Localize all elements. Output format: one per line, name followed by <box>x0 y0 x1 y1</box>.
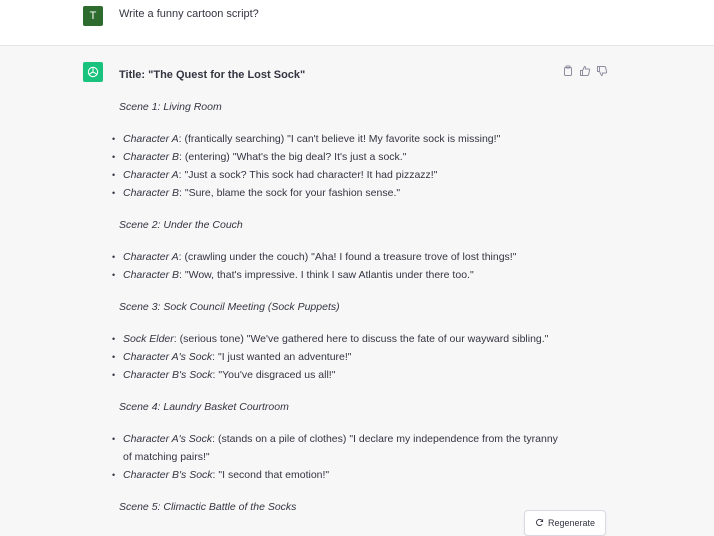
speaker-name: Character B <box>123 187 180 199</box>
dialogue-text: : "I just wanted an adventure!" <box>212 351 352 363</box>
speaker-name: Character B's Sock <box>123 369 213 381</box>
dialogue-list <box>119 248 569 284</box>
scene-heading: Scene 3: Sock Council Meeting (Sock Puppets) <box>119 301 340 313</box>
refresh-icon <box>535 518 544 529</box>
scene-list <box>119 98 569 516</box>
dialogue-line <box>119 166 569 184</box>
response-title: Title: "The Quest for the Lost Sock" <box>119 69 306 81</box>
speaker-name: Character A's Sock <box>123 433 213 445</box>
dialogue-line <box>119 248 569 266</box>
dialogue-text: : (crawling under the couch) "Aha! I found a treasure trove of lost things!" <box>178 251 517 263</box>
assistant-avatar-icon <box>83 62 103 82</box>
thumbs-up-icon[interactable] <box>579 64 591 76</box>
user-message-text: Write a funny cartoon script? <box>119 8 259 20</box>
scene-heading: Scene 5: Climactic Battle of the Socks <box>119 501 297 513</box>
dialogue-text: : (entering) "What's the big deal? It's just a sock." <box>179 151 407 163</box>
speaker-name: Character A <box>123 251 179 263</box>
assistant-response <box>119 66 569 530</box>
scene-heading: Scene 1: Living Room <box>119 101 222 113</box>
speaker-name: Character B <box>123 151 180 163</box>
user-avatar: T <box>83 6 103 26</box>
dialogue-line <box>119 184 569 202</box>
dialogue-text: : "Just a sock? This sock had character! It had pizzazz!" <box>178 169 438 181</box>
dialogue-line <box>119 266 569 284</box>
dialogue-text: : (stands on a pile of clothes) "I declare my independence from the tyranny of matching pairs!" <box>123 433 558 463</box>
regenerate-label: Regenerate <box>547 518 596 528</box>
speaker-name: Character A <box>123 133 179 145</box>
speaker-name: Character B's Sock <box>123 469 213 481</box>
dialogue-text: : "I second that emotion!" <box>212 469 330 481</box>
user-message-row <box>0 0 714 46</box>
dialogue-line <box>119 148 569 166</box>
dialogue-text: : (serious tone) "We've gathered here to discuss the fate of our wayward sibling." <box>173 333 549 345</box>
scene-heading: Scene 4: Laundry Basket Courtroom <box>119 401 289 413</box>
dialogue-line <box>119 466 569 484</box>
speaker-name: Sock Elder <box>123 333 174 345</box>
dialogue-list <box>119 130 569 202</box>
dialogue-text: : "Sure, blame the sock for your fashion sense." <box>179 187 401 199</box>
dialogue-list <box>119 330 569 384</box>
dialogue-line <box>119 330 569 348</box>
dialogue-line <box>119 130 569 148</box>
thumbs-down-icon[interactable] <box>596 64 608 76</box>
dialogue-list <box>119 430 569 484</box>
dialogue-text: : "You've disgraced us all!" <box>212 369 336 381</box>
dialogue-text: : "Wow, that's impressive. I think I saw Atlantis under there too." <box>179 269 474 281</box>
dialogue-text: : (frantically searching) "I can't believe it! My favorite sock is missing!" <box>178 133 501 145</box>
speaker-name: Character A's Sock <box>123 351 213 363</box>
speaker-name: Character B <box>123 269 180 281</box>
regenerate-button[interactable] <box>524 510 606 536</box>
dialogue-line <box>119 348 569 366</box>
dialogue-line <box>119 430 569 466</box>
scene-heading: Scene 2: Under the Couch <box>119 219 243 231</box>
dialogue-line <box>119 366 569 384</box>
speaker-name: Character A <box>123 169 179 181</box>
